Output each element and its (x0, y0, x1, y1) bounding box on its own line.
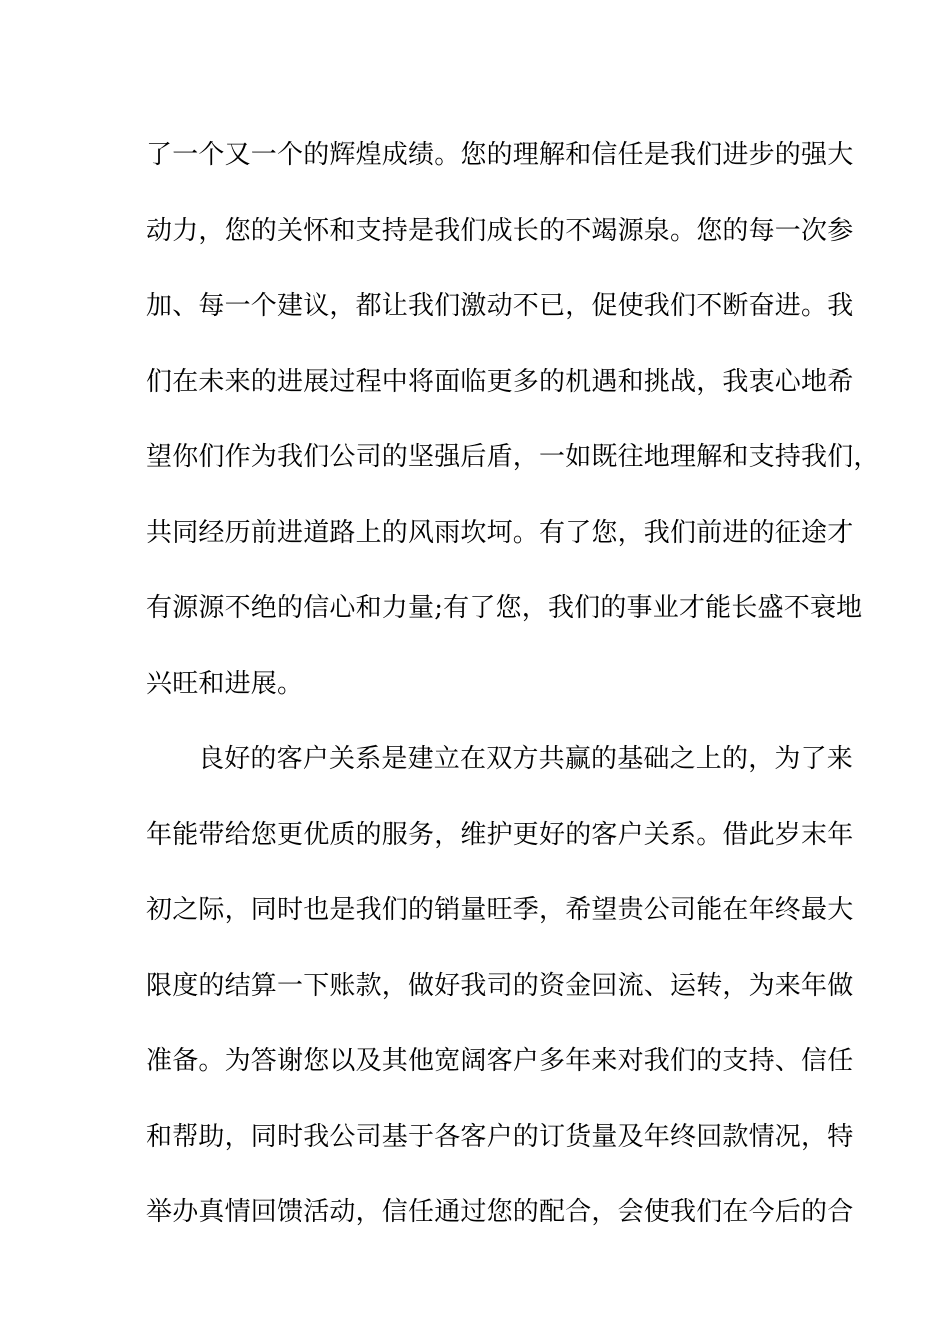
text-line: 有源源不绝的信心和力量;有了您，我们的事业才能长盛不衰地 (146, 593, 863, 623)
text-line: 和帮助，同时我公司基于各客户的订货量及年终回款情况，特 (146, 1121, 854, 1152)
text-line: 初之际，同时也是我们的销量旺季，希望贵公司能在年终最大 (146, 895, 854, 925)
text-line: 年能带给您更优质的服务，维护更好的客户关系。借此岁末年 (146, 819, 854, 850)
paragraph-2 (146, 733, 854, 1262)
text-line: 良好的客户关系是建立在双方共赢的基础之上的，为了来 (198, 744, 854, 774)
text-line: 们在未来的进展过程中将面临更多的机遇和挑战，我衷心地希 (146, 366, 854, 397)
text-line: 共同经历前进道路上的风雨坎坷。有了您，我们前进的征途才 (146, 517, 854, 548)
text-line: 举办真情回馈活动，信任通过您的配合，会使我们在今后的合 (146, 1197, 854, 1227)
text-line: 加、每一个建议，都让我们激动不已，促使我们不断奋进。我 (146, 291, 854, 321)
text-line: 限度的结算一下账款，做好我司的资金回流、运转，为来年做 (146, 970, 854, 1001)
text-line: 兴旺和进展。 (146, 668, 304, 699)
text-line: 了一个又一个的辉煌成绩。您的理解和信任是我们进步的强大 (146, 140, 854, 170)
text-line: 动力，您的关怀和支持是我们成长的不竭源泉。您的每一次参 (146, 215, 854, 246)
document-body (146, 129, 880, 1262)
text-line: 望你们作为我们公司的坚强后盾，一如既往地理解和支持我们， (146, 442, 880, 472)
paragraph-1 (146, 129, 880, 733)
text-line: 准备。为答谢您以及其他宽阔客户多年来对我们的支持、信任 (146, 1046, 854, 1076)
